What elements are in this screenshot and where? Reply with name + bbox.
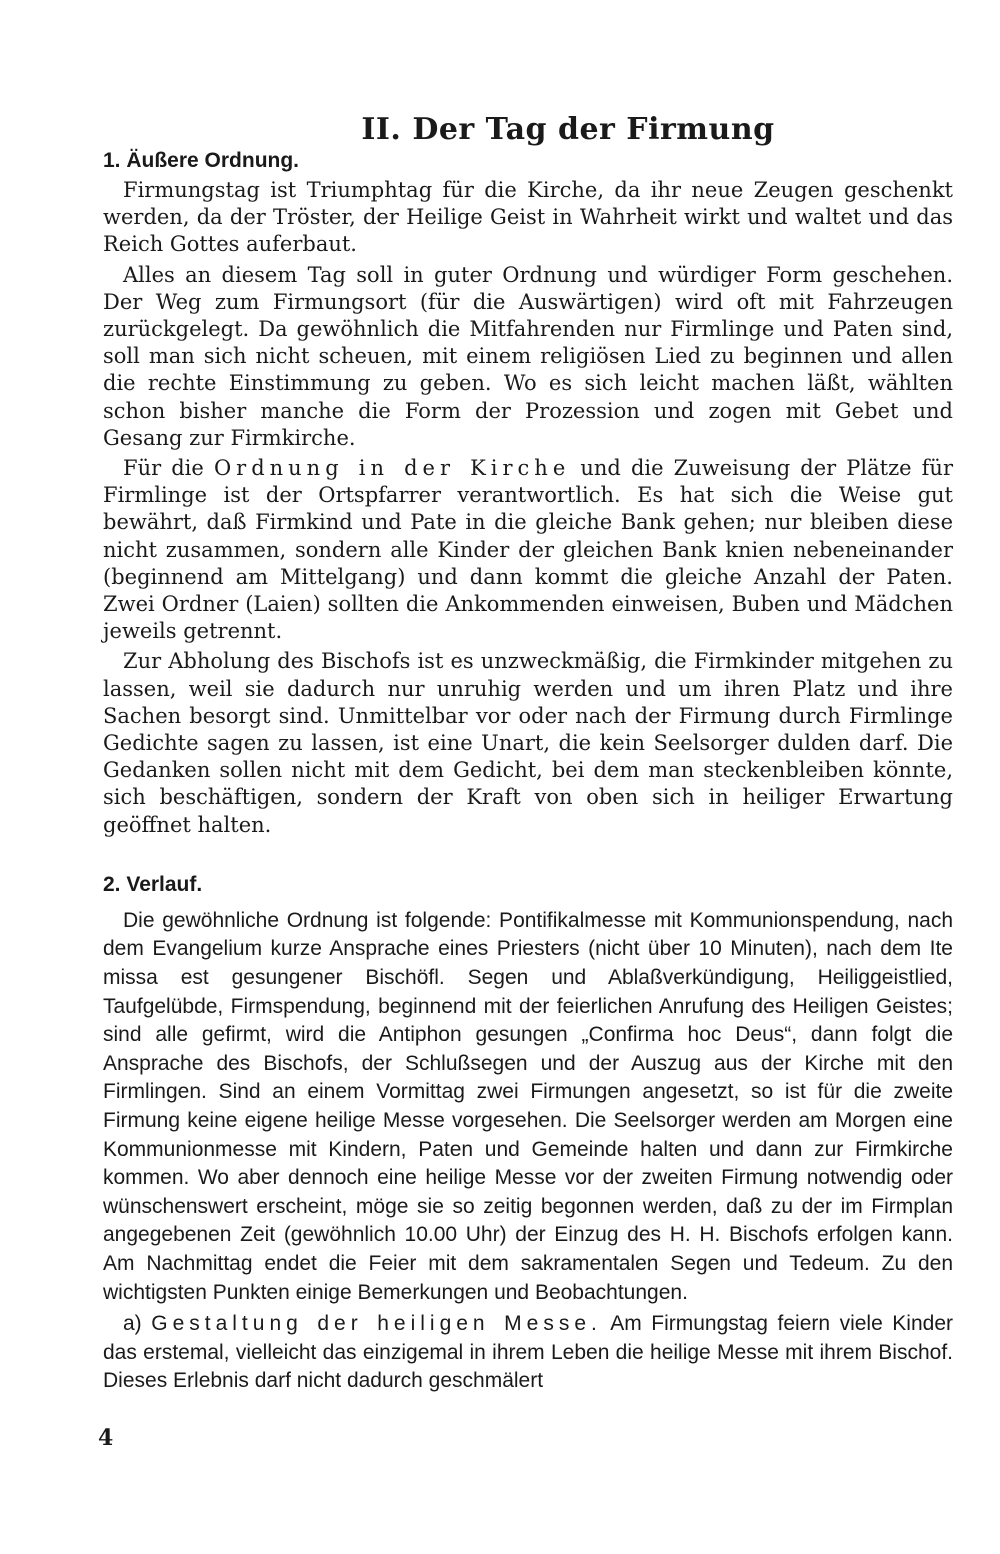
paragraph-lead: a): [123, 1312, 142, 1336]
paragraph: [103, 455, 953, 645]
paragraph: Firmungstag ist Triumphtag für die Kirche, da ihr neue Zeugen geschenkt werden, da der Tröster, der Heilige Geist in Wahrheit wirkt und waltet und das Reich Gottes auferbaut.: [103, 178, 953, 257]
paragraph: Zur Abholung des Bischofs ist es unzweckmäßig, die Firmkinder mitgehen zu lassen, weil sie dadurch nur unruhig werden und um ihren Platz und ihre Sachen besorgt sind. Unmittelbar vor oder nach der Firmung durch Firmlinge Gedichte sagen zu lassen, ist eine Unart, die kein Seelsorger dulden darf. Die Gedanken sollen nicht mit dem Gedicht, bei dem man steckenbleiben könnte, sich beschäftigen, sondern der Kraft von oben sich in heiliger Erwartung geöffnet halten.: [103, 649, 953, 837]
paragraph-lead: Für die: [123, 456, 204, 481]
section-outer-order: [103, 149, 953, 839]
page-body: [103, 112, 953, 1396]
section-course: [103, 873, 953, 1396]
page-number: 4: [98, 1425, 114, 1451]
spaced-emphasis: Ordnung in der Kirche: [213, 456, 571, 481]
paragraph-rest: Am Firmungstag feiern viele Kinder das erstemal, vielleicht das einzigemal in ihrem Leben die heilige Messe mit ihrem Bischof. Dieses Erlebnis darf nicht dadurch geschmälert: [103, 1312, 954, 1393]
paragraph-rest: und die Zuweisung der Plätze für Firmlinge ist der Ortspfarrer verantwortlich. Es hat sich die Weise gut bewährt, daß Firmkind und Pate in die gleiche Bank gehen; nur bleiben diese nicht zusammen, sondern alle Kinder der gleichen Bank knien nebeneinander (beginnend am Mittelgang) und dann kommt die gleiche Anzahl der Paten. Zwei Ordner (Laien) sollten die Ankommenden einweisen, Buben und Mädchen jeweils getrennt.: [103, 456, 953, 644]
paragraph: Alles an diesem Tag soll in guter Ordnung und würdiger Form geschehen. Der Weg zum Firmungsort (für die Auswärtigen) wird oft mit Fahrzeugen zurückgelegt. Da gewöhnlich die Mitfahrenden nur Firmlinge und Paten sind, soll man sich nicht scheuen, mit einem religiösen Lied zu beginnen und allen die rechte Einstimmung zu geben. Wo es sich leicht machen läßt, wählten schon bisher manche die Form der Prozession und zogen mit Gebet und Gesang zur Firmkirche.: [103, 262, 953, 450]
paragraph: Die gewöhnliche Ordnung ist folgende: Pontifikalmesse mit Kommunionspendung, nach dem Evangelium kurze Ansprache eines Priesters (nicht über 10 Minuten), nach dem Ite missa est gesungener Bischöfl. Segen und Ablaßverkündigung, Heiliggeistlied, Taufgelübde, Firmspendung, beginnend mit der feierlichen Anrufung des Heiligen Geistes; sind alle gefirmt, wird die Antiphon gesungen „Confirma hoc Deus“, dann folgt die Ansprache des Bischofs, der Schlußsegen und der Auszug aus der Kirche mit den Firmlingen. Sind an einem Vormittag zwei Firmungen angesetzt, so ist für die zweite Firmung keine eigene heilige Messe vorgesehen. Die Seelsorger werden am Morgen eine Kommunionmesse mit Kindern, Paten und Gemeinde halten und dann zur Firmkirche kommen. Wo aber dennoch eine heilige Messe vor der zweiten Firmung notwendig oder wünschenswert erscheint, möge sie so zeitig begonnen werden, daß zu der im Firmplan angegebenen Zeit (gewöhnlich 10.00 Uhr) der Einzug des H. H. Bischofs erfolgen kann. Am Nachmittag endet die Feier mit dem sakramentalen Segen und Tedeum. Zu den wichtigsten Punkten einige Bemerkungen und Beobachtungen.: [103, 908, 953, 1304]
section-heading: 1. Äußere Ordnung.: [103, 149, 300, 172]
chapter-title: II. Der Tag der Firmung: [361, 112, 775, 147]
section-heading: 2. Verlauf.: [103, 872, 203, 896]
paragraph: [103, 1310, 953, 1396]
spaced-emphasis: Gestaltung der heiligen Messe.: [151, 1312, 602, 1336]
